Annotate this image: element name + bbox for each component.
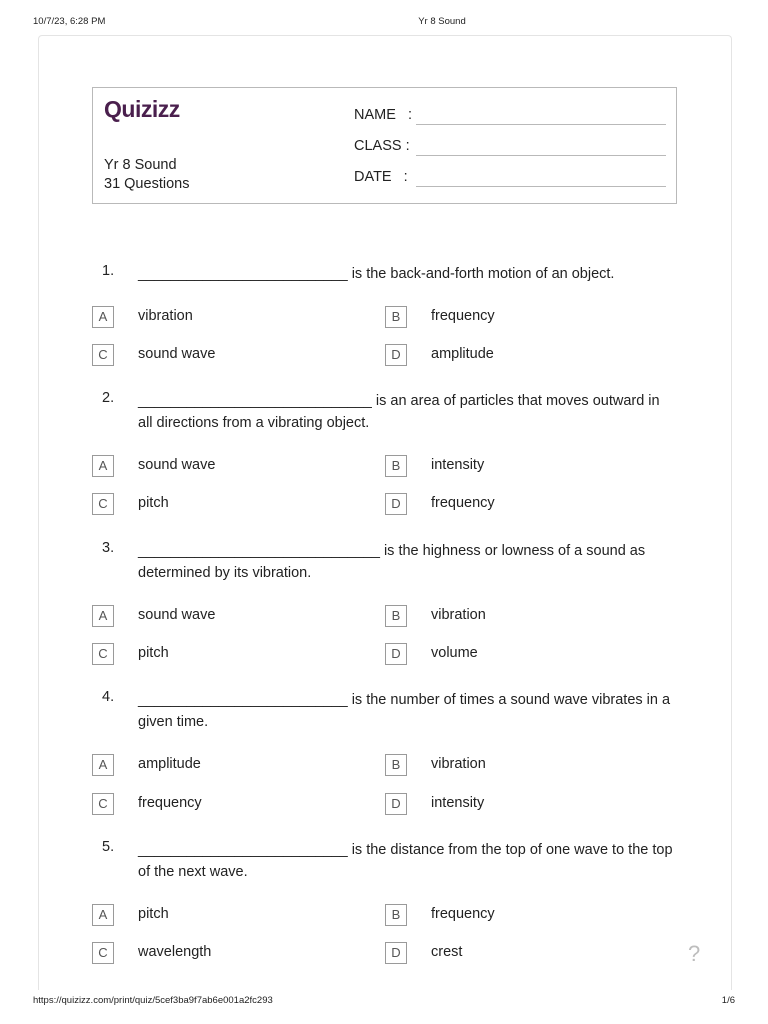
name-line	[416, 124, 666, 125]
option-text: sound wave	[138, 457, 216, 473]
date-line	[416, 186, 666, 187]
option-text: vibration	[138, 308, 193, 324]
option-text: intensity	[431, 795, 485, 811]
option-letter: A	[92, 605, 114, 627]
question-text: __________________________ is the number of times a sound wave vibrates in a given time.	[138, 692, 671, 730]
option-letter: C	[92, 793, 114, 815]
class-line	[416, 155, 666, 156]
option-text: frequency	[431, 495, 495, 511]
option-text: intensity	[431, 457, 485, 473]
name-field[interactable]	[354, 103, 666, 125]
class-field[interactable]	[354, 134, 666, 156]
question-text: __________________________ is the back-and-forth motion of an object.	[138, 266, 615, 282]
question-number: 3.	[102, 540, 115, 556]
option-letter: C	[92, 344, 114, 366]
question-number: 4.	[102, 689, 115, 705]
option-text: sound wave	[138, 346, 216, 362]
option-text: crest	[431, 944, 463, 960]
option-letter: C	[92, 493, 114, 515]
worksheet-header	[92, 87, 677, 204]
page-number: 1/6	[721, 995, 735, 1006]
print-header	[0, 16, 768, 30]
option-text: amplitude	[431, 346, 494, 362]
option-text: amplitude	[138, 756, 201, 772]
option-letter: B	[385, 306, 407, 328]
option-text: pitch	[138, 906, 169, 922]
question-text: ______________________________ is the highness or lowness of a sound as determined by its vibration.	[138, 543, 646, 581]
question-number: 1.	[102, 263, 115, 279]
print-url: https://quizizz.com/print/quiz/5cef3ba9f7ab6e001a2fc293	[33, 995, 273, 1006]
question-text: _____________________________ is an area of particles that moves outward in all directions from a vibrating object.	[138, 393, 660, 431]
option-letter: D	[385, 344, 407, 366]
question-number: 2.	[102, 390, 115, 406]
option-letter: C	[92, 643, 114, 665]
option-letter: B	[385, 904, 407, 926]
option-text: frequency	[138, 795, 202, 811]
option-letter: D	[385, 793, 407, 815]
option-letter: A	[92, 754, 114, 776]
option-letter: B	[385, 754, 407, 776]
option-text: volume	[431, 645, 478, 661]
option-text: frequency	[431, 308, 495, 324]
date-label: DATE :	[354, 169, 408, 185]
quizizz-logo: Quizizz	[104, 96, 180, 122]
print-datetime: 10/7/23, 6:28 PM	[33, 16, 106, 27]
option-text: pitch	[138, 645, 169, 661]
option-text: vibration	[431, 607, 486, 623]
question-count: 31 Questions	[104, 176, 190, 192]
option-text: vibration	[431, 756, 486, 772]
option-letter: D	[385, 493, 407, 515]
help-icon[interactable]: ?	[688, 941, 701, 966]
date-field[interactable]	[354, 165, 666, 187]
option-letter: C	[92, 942, 114, 964]
print-title: Yr 8 Sound	[418, 16, 466, 27]
option-text: frequency	[431, 906, 495, 922]
question-text: __________________________ is the distance from the top of one wave to the top of the next wave.	[138, 842, 673, 880]
option-text: sound wave	[138, 607, 216, 623]
quiz-title: Yr 8 Sound	[104, 157, 177, 173]
option-text: wavelength	[138, 944, 212, 960]
option-letter: B	[385, 455, 407, 477]
class-label: CLASS :	[354, 138, 410, 154]
option-text: pitch	[138, 495, 169, 511]
option-letter: A	[92, 455, 114, 477]
question-number: 5.	[102, 839, 115, 855]
name-label: NAME :	[354, 107, 413, 123]
option-letter: B	[385, 605, 407, 627]
option-letter: D	[385, 942, 407, 964]
option-letter: D	[385, 643, 407, 665]
option-letter: A	[92, 306, 114, 328]
option-letter: A	[92, 904, 114, 926]
